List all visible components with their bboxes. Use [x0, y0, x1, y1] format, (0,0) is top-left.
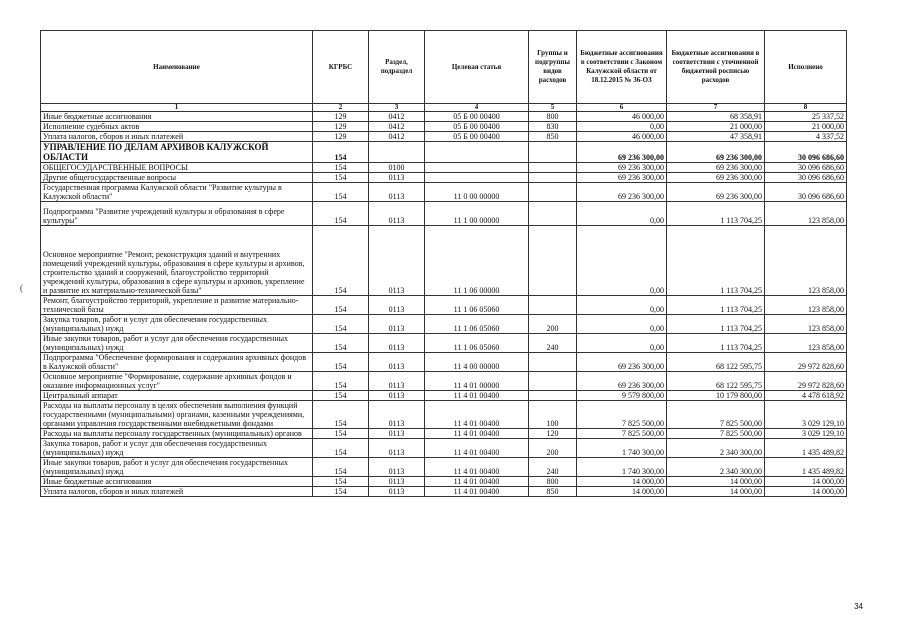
row-law-amount-cell: 9 579 800,00	[577, 391, 667, 401]
row-group-cell	[529, 173, 577, 183]
row-kgrbs-cell: 154	[313, 439, 369, 458]
header-law: Бюджетные ассигнования в соответствии с Законом Калужской области от 18.12.2015 № 36-ОЗ	[577, 31, 667, 104]
row-section-cell: 0113	[369, 202, 425, 226]
header-name: Наименование	[41, 31, 313, 104]
row-name-cell: Иные бюджетные ассигнования	[41, 112, 313, 122]
row-name-cell: Иные закупки товаров, работ и услуг для обеспечения государственных (муниципальных) нужд	[41, 334, 313, 353]
row-group-cell	[529, 163, 577, 173]
row-kgrbs-cell: 154	[313, 401, 369, 429]
header-executed: Исполнено	[765, 31, 847, 104]
row-section-cell: 0113	[369, 401, 425, 429]
row-law-amount-cell: 69 236 300,00	[577, 163, 667, 173]
row-refined-amount-cell: 1 113 704,25	[667, 296, 765, 315]
row-refined-amount-cell: 1 113 704,25	[667, 226, 765, 296]
row-kgrbs-cell: 154	[313, 391, 369, 401]
row-refined-amount-cell: 69 236 300,00	[667, 163, 765, 173]
row-group-cell: 850	[529, 132, 577, 142]
row-group-cell: 850	[529, 487, 577, 497]
row-group-cell	[529, 202, 577, 226]
row-group-cell	[529, 183, 577, 202]
table-row	[41, 353, 847, 372]
row-refined-amount-cell: 2 340 300,00	[667, 439, 765, 458]
row-name-cell: УПРАВЛЕНИЕ ПО ДЕЛАМ АРХИВОВ КАЛУЖСКОЙ ОБЛАСТИ	[41, 142, 313, 163]
row-group-cell: 120	[529, 429, 577, 439]
row-executed-amount-cell: 123 858,00	[765, 315, 847, 334]
column-index: 5	[529, 104, 577, 112]
row-group-cell	[529, 353, 577, 372]
row-target-cell: 11 1 06 05060	[425, 334, 529, 353]
row-law-amount-cell: 69 236 300,00	[577, 372, 667, 391]
header-section: Раздел, подраздел	[369, 31, 425, 104]
row-group-cell	[529, 296, 577, 315]
row-law-amount-cell: 1 740 300,00	[577, 458, 667, 477]
row-section-cell: 0113	[369, 439, 425, 458]
row-executed-amount-cell: 14 000,00	[765, 487, 847, 497]
column-index: 7	[667, 104, 765, 112]
row-refined-amount-cell: 2 340 300,00	[667, 458, 765, 477]
table-row	[41, 183, 847, 202]
row-section-cell: 0412	[369, 122, 425, 132]
row-section-cell: 0113	[369, 458, 425, 477]
row-section-cell	[369, 142, 425, 163]
table-row	[41, 315, 847, 334]
row-executed-amount-cell: 30 096 686,60	[765, 173, 847, 183]
row-executed-amount-cell: 3 029 129,10	[765, 401, 847, 429]
row-executed-amount-cell: 21 000,00	[765, 122, 847, 132]
row-law-amount-cell: 0,00	[577, 226, 667, 296]
row-kgrbs-cell: 154	[313, 142, 369, 163]
row-group-cell: 240	[529, 334, 577, 353]
row-law-amount-cell: 69 236 300,00	[577, 142, 667, 163]
row-law-amount-cell: 14 000,00	[577, 487, 667, 497]
row-target-cell: 11 1 06 05060	[425, 296, 529, 315]
row-section-cell: 0113	[369, 183, 425, 202]
budget-table-sheet	[40, 30, 846, 497]
row-refined-amount-cell: 68 358,91	[667, 112, 765, 122]
row-kgrbs-cell: 154	[313, 477, 369, 487]
row-target-cell: 11 4 01 00400	[425, 458, 529, 477]
row-refined-amount-cell: 14 000,00	[667, 487, 765, 497]
row-name-cell: Уплата налогов, сборов и иных платежей	[41, 487, 313, 497]
row-kgrbs-cell: 129	[313, 112, 369, 122]
table-row	[41, 122, 847, 132]
row-executed-amount-cell: 3 029 129,10	[765, 429, 847, 439]
row-target-cell: 05 Б 00 00400	[425, 122, 529, 132]
table-row	[41, 458, 847, 477]
row-target-cell: 11 4 01 00400	[425, 487, 529, 497]
row-name-cell: Центральный аппарат	[41, 391, 313, 401]
row-group-cell: 100	[529, 401, 577, 429]
row-refined-amount-cell: 7 825 500,00	[667, 429, 765, 439]
row-name-cell: Закупка товаров, работ и услуг для обеспечения государственных (муниципальных) нужд	[41, 439, 313, 458]
row-refined-amount-cell: 1 113 704,25	[667, 315, 765, 334]
row-law-amount-cell: 0,00	[577, 202, 667, 226]
row-kgrbs-cell: 154	[313, 334, 369, 353]
row-executed-amount-cell: 4 337,52	[765, 132, 847, 142]
table-header-row	[41, 31, 847, 104]
row-target-cell: 11 4 01 00400	[425, 439, 529, 458]
row-name-cell: Государственная программа Калужской области "Развитие культуры в Калужской области"	[41, 183, 313, 202]
row-group-cell	[529, 391, 577, 401]
row-group-cell	[529, 226, 577, 296]
row-section-cell: 0113	[369, 372, 425, 391]
row-kgrbs-cell: 154	[313, 296, 369, 315]
row-kgrbs-cell: 154	[313, 429, 369, 439]
row-law-amount-cell: 69 236 300,00	[577, 353, 667, 372]
header-kgrbs: КГРБС	[313, 31, 369, 104]
row-refined-amount-cell: 68 122 595,75	[667, 353, 765, 372]
row-name-cell: Основное мероприятие "Формирование, содержание архивных фондов и оказание информационных услуг"	[41, 372, 313, 391]
row-name-cell: Расходы на выплаты персоналу в целях обеспечения выполнения функций государственными (муниципальными) органами, казенными учреждениями, органами управления государственными внебюджетными фондами	[41, 401, 313, 429]
row-target-cell: 11 4 00 00000	[425, 353, 529, 372]
row-refined-amount-cell: 1 113 704,25	[667, 202, 765, 226]
row-target-cell	[425, 142, 529, 163]
table-row	[41, 429, 847, 439]
table-row	[41, 487, 847, 497]
row-law-amount-cell: 46 000,00	[577, 112, 667, 122]
table-row	[41, 391, 847, 401]
row-kgrbs-cell: 154	[313, 315, 369, 334]
row-executed-amount-cell: 4 478 618,92	[765, 391, 847, 401]
margin-mark: (	[20, 283, 23, 293]
row-refined-amount-cell: 47 358,91	[667, 132, 765, 142]
row-kgrbs-cell: 154	[313, 458, 369, 477]
row-section-cell: 0412	[369, 112, 425, 122]
table-row	[41, 477, 847, 487]
table-row	[41, 112, 847, 122]
row-executed-amount-cell: 123 858,00	[765, 226, 847, 296]
row-group-cell: 200	[529, 439, 577, 458]
row-target-cell: 11 1 06 05060	[425, 315, 529, 334]
row-refined-amount-cell: 10 179 800,00	[667, 391, 765, 401]
row-target-cell: 05 Б 00 00400	[425, 112, 529, 122]
row-name-cell: Иные бюджетные ассигнования	[41, 477, 313, 487]
row-name-cell: Закупка товаров, работ и услуг для обеспечения государственных (муниципальных) нужд	[41, 315, 313, 334]
row-refined-amount-cell: 68 122 595,75	[667, 372, 765, 391]
row-name-cell: Ремонт, благоустройство территорий, укрепление и развитие материально-технической базы	[41, 296, 313, 315]
row-group-cell: 200	[529, 315, 577, 334]
row-section-cell: 0113	[369, 487, 425, 497]
row-law-amount-cell: 46 000,00	[577, 132, 667, 142]
header-refined: Бюджетные ассигнования в соответствии с уточненной бюджетной росписью расходов	[667, 31, 765, 104]
row-kgrbs-cell: 129	[313, 122, 369, 132]
row-executed-amount-cell: 1 435 489,82	[765, 458, 847, 477]
row-refined-amount-cell: 14 000,00	[667, 477, 765, 487]
row-name-cell: Другие общегосударственные вопросы	[41, 173, 313, 183]
row-executed-amount-cell: 123 858,00	[765, 296, 847, 315]
row-section-cell: 0113	[369, 477, 425, 487]
table-body	[41, 112, 847, 497]
row-refined-amount-cell: 7 825 500,00	[667, 401, 765, 429]
header-target: Целевая статья	[425, 31, 529, 104]
row-section-cell: 0100	[369, 163, 425, 173]
row-name-cell: Уплата налогов, сборов и иных платежей	[41, 132, 313, 142]
row-target-cell: 11 4 01 00400	[425, 429, 529, 439]
row-executed-amount-cell: 30 096 686,60	[765, 163, 847, 173]
row-executed-amount-cell: 30 096 686,60	[765, 142, 847, 163]
row-kgrbs-cell: 154	[313, 353, 369, 372]
row-target-cell: 11 0 00 00000	[425, 183, 529, 202]
row-name-cell: Иные закупки товаров, работ и услуг для обеспечения государственных (муниципальных) нужд	[41, 458, 313, 477]
row-refined-amount-cell: 69 236 300,00	[667, 183, 765, 202]
row-law-amount-cell: 0,00	[577, 296, 667, 315]
row-executed-amount-cell: 30 096 686,60	[765, 183, 847, 202]
row-group-cell: 240	[529, 458, 577, 477]
row-refined-amount-cell: 69 236 300,00	[667, 142, 765, 163]
row-group-cell: 830	[529, 122, 577, 132]
row-kgrbs-cell: 154	[313, 183, 369, 202]
row-kgrbs-cell: 154	[313, 372, 369, 391]
row-group-cell	[529, 372, 577, 391]
row-law-amount-cell: 69 236 300,00	[577, 173, 667, 183]
budget-execution-table	[40, 30, 847, 497]
table-row	[41, 296, 847, 315]
row-target-cell: 05 Б 00 00400	[425, 132, 529, 142]
row-law-amount-cell: 69 236 300,00	[577, 183, 667, 202]
table-row	[41, 334, 847, 353]
row-executed-amount-cell: 29 972 828,60	[765, 372, 847, 391]
row-target-cell: 11 4 01 00400	[425, 401, 529, 429]
column-index: 6	[577, 104, 667, 112]
header-group: Группы и подгруппы видов расходов	[529, 31, 577, 104]
row-target-cell: 11 4 01 00400	[425, 391, 529, 401]
row-kgrbs-cell: 154	[313, 202, 369, 226]
row-section-cell: 0412	[369, 132, 425, 142]
row-executed-amount-cell: 123 858,00	[765, 202, 847, 226]
table-row	[41, 173, 847, 183]
row-refined-amount-cell: 69 236 300,00	[667, 173, 765, 183]
row-group-cell	[529, 142, 577, 163]
column-index: 3	[369, 104, 425, 112]
row-executed-amount-cell: 29 972 828,60	[765, 353, 847, 372]
table-row	[41, 202, 847, 226]
row-target-cell: 11 1 06 00000	[425, 226, 529, 296]
row-executed-amount-cell: 14 000,00	[765, 477, 847, 487]
table-row	[41, 439, 847, 458]
row-name-cell: Подпрограмма "Развитие учреждений культуры и образования в сфере культуры"	[41, 202, 313, 226]
row-section-cell: 0113	[369, 353, 425, 372]
column-index: 8	[765, 104, 847, 112]
row-law-amount-cell: 1 740 300,00	[577, 439, 667, 458]
row-law-amount-cell: 14 000,00	[577, 477, 667, 487]
row-kgrbs-cell: 154	[313, 487, 369, 497]
row-kgrbs-cell: 154	[313, 163, 369, 173]
row-target-cell: 11 4 01 00000	[425, 372, 529, 391]
row-law-amount-cell: 7 825 500,00	[577, 429, 667, 439]
row-section-cell: 0113	[369, 334, 425, 353]
row-section-cell: 0113	[369, 391, 425, 401]
row-executed-amount-cell: 123 858,00	[765, 334, 847, 353]
row-name-cell: Основное мероприятие "Ремонт, реконструкция зданий и внутренних помещений учреждений культуры, образования в сфере культуры и архивов, строительство зданий и сооружений, благоустройство территорий учреждений культуры, образования в сфере культуры и архивов, укрепление и развитие их материально-технической базы"	[41, 226, 313, 296]
row-section-cell: 0113	[369, 429, 425, 439]
row-law-amount-cell: 0,00	[577, 122, 667, 132]
row-name-cell: Исполнение судебных актов	[41, 122, 313, 132]
row-executed-amount-cell: 1 435 489,82	[765, 439, 847, 458]
row-name-cell: Подпрограмма "Обеспечение формирования и содержания архивных фондов в Калужской области"	[41, 353, 313, 372]
column-index-row	[41, 104, 847, 112]
table-row	[41, 163, 847, 173]
row-kgrbs-cell: 129	[313, 132, 369, 142]
row-law-amount-cell: 7 825 500,00	[577, 401, 667, 429]
table-row	[41, 401, 847, 429]
row-section-cell: 0113	[369, 173, 425, 183]
row-kgrbs-cell: 154	[313, 226, 369, 296]
row-section-cell: 0113	[369, 296, 425, 315]
row-section-cell: 0113	[369, 226, 425, 296]
table-row	[41, 132, 847, 142]
row-law-amount-cell: 0,00	[577, 334, 667, 353]
row-kgrbs-cell: 154	[313, 173, 369, 183]
table-row	[41, 226, 847, 296]
row-name-cell: ОБЩЕГОСУДАРСТВЕННЫЕ ВОПРОСЫ	[41, 163, 313, 173]
row-target-cell	[425, 173, 529, 183]
column-index: 2	[313, 104, 369, 112]
row-group-cell: 800	[529, 112, 577, 122]
row-target-cell: 11 1 00 00000	[425, 202, 529, 226]
row-section-cell: 0113	[369, 315, 425, 334]
row-name-cell: Расходы на выплаты персоналу государственных (муниципальных) органов	[41, 429, 313, 439]
row-law-amount-cell: 0,00	[577, 315, 667, 334]
row-refined-amount-cell: 1 113 704,25	[667, 334, 765, 353]
row-refined-amount-cell: 21 000,00	[667, 122, 765, 132]
row-target-cell	[425, 163, 529, 173]
column-index: 1	[41, 104, 313, 112]
page-number: 34	[854, 602, 863, 611]
row-executed-amount-cell: 25 337,52	[765, 112, 847, 122]
row-group-cell: 800	[529, 477, 577, 487]
row-target-cell: 11 4 01 00400	[425, 477, 529, 487]
column-index: 4	[425, 104, 529, 112]
table-row	[41, 372, 847, 391]
table-row	[41, 142, 847, 163]
